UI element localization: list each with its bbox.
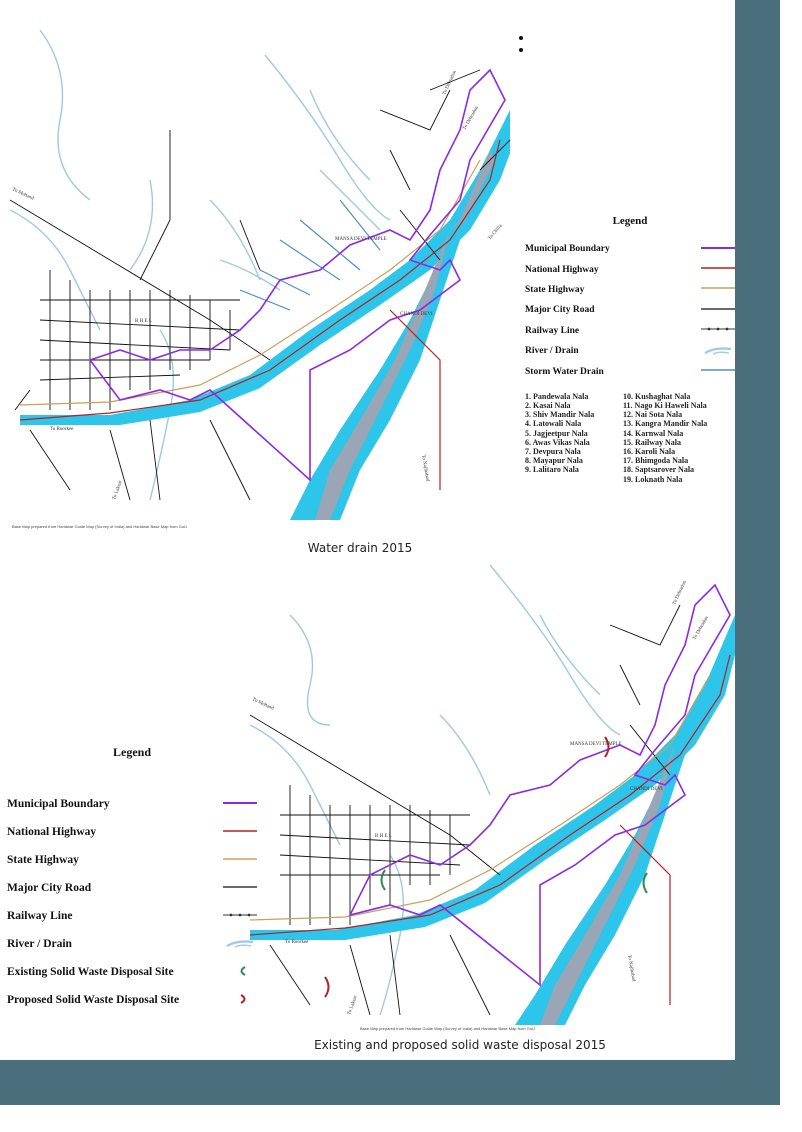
legend-item-existing-site: [7, 958, 257, 986]
solid-waste-map: [250, 555, 735, 1035]
frame-bottom-margin: [0, 1105, 802, 1132]
nala-item: 7. Devpura Nala: [525, 446, 581, 456]
storm-water-drains: [240, 200, 380, 310]
water-drain-map-svg: [10, 30, 510, 520]
legend-symbol-major-city-road: [701, 304, 735, 317]
legend-items: [7, 790, 257, 1014]
legend-symbol-river: [223, 938, 257, 951]
ganga-river: [20, 100, 510, 520]
legend-symbol-municipal-boundary: [701, 243, 735, 256]
legend-symbol-proposed-site: [223, 994, 257, 1007]
legend-item-municipal-boundary: [7, 790, 257, 818]
legend-symbol-river: [701, 345, 735, 358]
legend-symbol-major-city-road: [223, 882, 257, 895]
legend-item-label: Proposed Solid Waste Disposal Site: [7, 994, 180, 1006]
label-to-chilla: To Chilla: [487, 223, 504, 242]
nala-item: 5. Jagjeetpur Nala: [525, 428, 588, 438]
dot: [519, 36, 523, 40]
legend-item-label: Existing Solid Waste Disposal Site: [7, 966, 174, 978]
map2-caption: Existing and proposed solid waste disposal 2015: [314, 1038, 606, 1052]
nala-item: 11. Nago Ki Haweli Nala: [623, 400, 707, 410]
legend-item-label: State Highway: [525, 284, 585, 295]
legend-item-river: [525, 341, 735, 361]
legend-item-label: Storm Water Drain: [525, 366, 604, 377]
legend-item-label: National Highway: [7, 826, 97, 838]
legend-item-label: Railway Line: [525, 325, 580, 336]
label-chandi-devi: CHANDI DEVI: [400, 312, 433, 317]
legend-item-national-highway: [7, 818, 257, 846]
label-to-roorkee: To Roorkee: [285, 940, 309, 945]
nala-item: 10. Kushaghat Nala: [623, 391, 691, 401]
legend-item-storm-water-drain: [525, 361, 735, 381]
nala-list: [525, 392, 735, 484]
legend-title: Legend: [612, 215, 648, 227]
map1-source-note: Base Map prepared from Haridwar Guide Map (Survey of India) and Haridwar Base Map from GoU: [12, 524, 187, 529]
page-dots: [519, 36, 525, 60]
legend-item-label: Major City Road: [525, 305, 595, 316]
legend-items: [525, 239, 735, 382]
legend-item-major-city-road: [525, 300, 735, 320]
state-highway: [250, 675, 710, 920]
nala-item: 1. Pandewala Nala: [525, 391, 589, 401]
water-drain-map: [10, 30, 510, 520]
legend-solid-waste: [7, 745, 257, 1014]
label-to-najibabad: To Najibabad: [420, 454, 430, 482]
legend-symbol-national-highway: [223, 826, 257, 839]
nala-item: 8. Mayapur Nala: [525, 456, 583, 466]
legend-item-state-highway: [525, 280, 735, 300]
dot: [519, 48, 523, 52]
nala-item: 17. Bhimgoda Nala: [623, 456, 689, 466]
legend-item-proposed-site: [7, 986, 257, 1014]
nala-item: 18. Saptsarover Nala: [623, 465, 695, 475]
legend-item-national-highway: [525, 259, 735, 279]
legend-symbol-state-highway: [701, 283, 735, 296]
frame-bottom-band: [0, 1060, 780, 1105]
nala-item: 2. Kasai Nala: [525, 400, 571, 410]
legend-item-municipal-boundary: [525, 239, 735, 259]
nala-item: 3. Shiv Mandir Nala: [525, 410, 595, 420]
label-to-najibabad: To Najibabad: [626, 954, 636, 982]
legend-symbol-municipal-boundary: [223, 798, 257, 811]
nala-item: 4. Latowali Nala: [525, 419, 582, 429]
nala-item: 16. Karoli Nala: [623, 446, 676, 456]
label-to-mohand: To Mohand: [251, 697, 275, 712]
legend-symbol-state-highway: [223, 854, 257, 867]
nala-item: 6. Awas Vikas Nala: [525, 437, 590, 447]
label-mansa-devi: MANSA DEVI TEMPLE: [335, 237, 387, 242]
label-to-dehradun-1: To Dehradun: [672, 580, 688, 606]
legend-symbol-existing-site: [223, 966, 257, 979]
label-chandi-devi: CHANDI DEVI: [630, 787, 663, 792]
label-mansa-devi: MANSA DEVI TEMPLE: [570, 742, 622, 747]
label-to-roorkee: To Roorkee: [50, 427, 74, 432]
legend-item-river: [7, 930, 257, 958]
legend-item-label: National Highway: [525, 264, 599, 275]
label-to-laksar: To Laksar: [347, 995, 359, 1016]
label-bhel: B H E L: [375, 834, 392, 839]
legend-item-railway-line: [7, 902, 257, 930]
map2-source-note: Base Map prepared from Haridwar Guide Map (Survey of India) and Haridwar Base Map from GoU: [360, 1026, 535, 1031]
legend-item-major-city-road: [7, 874, 257, 902]
label-to-mohand: To Mohand: [11, 187, 35, 202]
label-to-dehradun-1: To Dehradun: [442, 70, 458, 96]
legend-item-label: Railway Line: [7, 910, 73, 922]
frame-right-margin: [780, 0, 802, 1132]
nala-item: 14. Karnwal Nala: [623, 428, 684, 438]
legend-item-railway-line: [525, 321, 735, 341]
nala-item: 19. Loknath Nala: [623, 474, 683, 484]
nala-item: 15. Railway Nala: [623, 437, 681, 447]
legend-title: Legend: [112, 745, 151, 759]
legend-item-label: River / Drain: [7, 938, 72, 950]
legend-item-label: Municipal Boundary: [7, 798, 110, 810]
legend-water-drain: [525, 215, 735, 484]
frame-right-band: [735, 0, 780, 1060]
legend-symbol-railway-line: [223, 910, 257, 923]
nala-item: 12. Nai Sota Nala: [623, 410, 683, 420]
nala-item: 9. Lalitaro Nala: [525, 465, 579, 475]
legend-item-state-highway: [7, 846, 257, 874]
legend-item-label: Major City Road: [7, 882, 92, 894]
solid-waste-map-svg: [250, 555, 735, 1035]
legend-symbol-national-highway: [701, 263, 735, 276]
label-to-laksar: To Laksar: [112, 480, 124, 501]
nala-item: 13. Kangra Mandir Nala: [623, 419, 708, 429]
legend-symbol-storm-water-drain: [701, 365, 735, 378]
label-to-dehradun-2: To Dehradun: [692, 615, 710, 641]
label-to-dehradun-2: To Dehradun: [462, 105, 480, 131]
nala-list-left: [525, 392, 623, 484]
map1-caption: Water drain 2015: [307, 541, 413, 555]
legend-item-label: State Highway: [7, 854, 79, 866]
legend-item-label: Municipal Boundary: [525, 244, 610, 255]
label-bhel: B H E L: [135, 319, 152, 324]
legend-item-label: River / Drain: [525, 346, 579, 357]
legend-symbol-railway-line: [701, 324, 735, 337]
nala-list-right: [623, 392, 733, 484]
